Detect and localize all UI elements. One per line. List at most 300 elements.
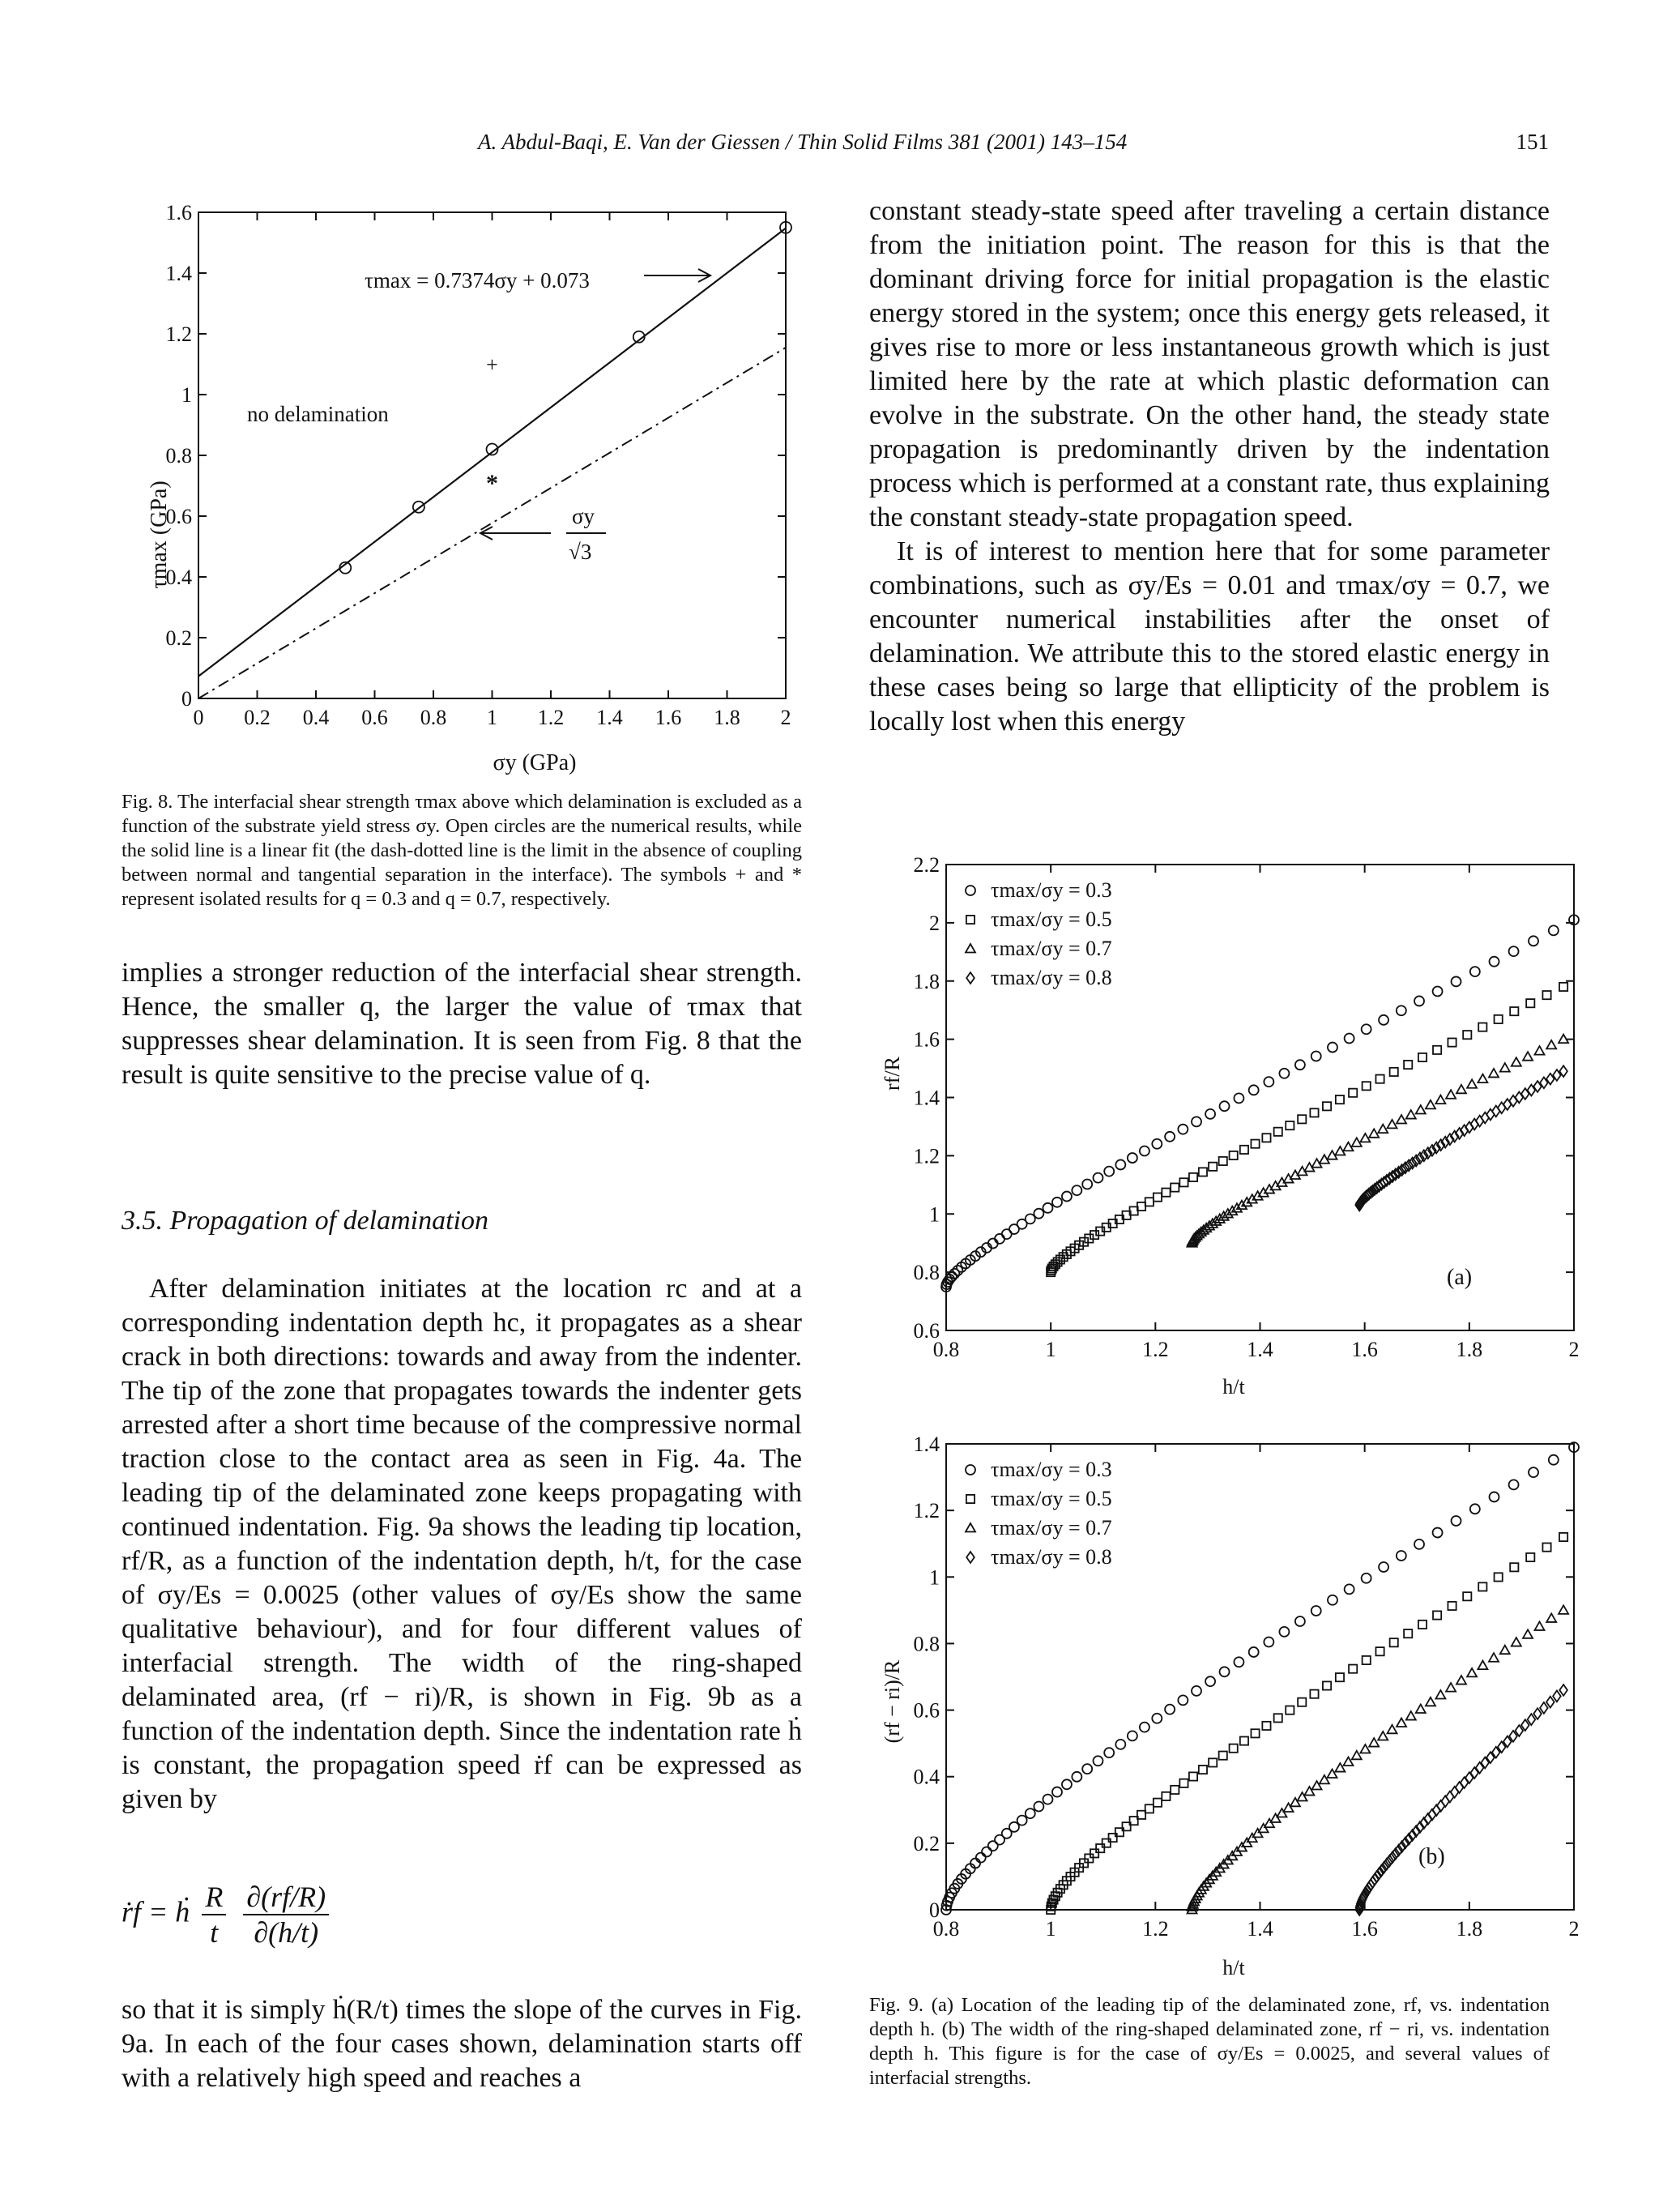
fig9a-series-1-point: [1192, 1117, 1201, 1126]
fig9b-series-3-point: [1360, 1744, 1370, 1753]
fig9b-series-2-point: [1349, 1665, 1357, 1673]
fig8-fit-label: τmax = 0.7374σy + 0.073: [365, 268, 590, 293]
fig9b-series-1-point: [1017, 1816, 1027, 1826]
fig8-x-tick-label: 1: [487, 706, 497, 729]
fig9b-ylabel: (rf − ri)/R: [881, 1659, 904, 1744]
fig9b-series-3-point: [1369, 1738, 1379, 1747]
fig9b-legend: [966, 1458, 1112, 1569]
fig9a-y-tick-label: 1.2: [913, 1144, 940, 1168]
fig9a-series-2-point: [1448, 1038, 1456, 1046]
fig9a-series-2-point: [1510, 1007, 1518, 1015]
fig9b-series-1-point: [1234, 1657, 1243, 1667]
fig9b-y-tick-label: 1: [929, 1565, 940, 1590]
fig9b-series-3-point: [1456, 1676, 1466, 1685]
fig9a-series-2-point: [1478, 1023, 1486, 1031]
fig9a-series-1-point: [1328, 1043, 1337, 1053]
fig9a-legend-marker: [966, 972, 975, 984]
fig9a-series-4-point: [1416, 1153, 1424, 1164]
fig9a-y-tick-label: 2.2: [913, 853, 940, 877]
fig9b-series-1-point: [1205, 1676, 1215, 1686]
fig9b-series-1-point: [1311, 1606, 1321, 1616]
fig8-limit-num: σy: [572, 504, 595, 528]
fig9a-plot-frame: [946, 865, 1574, 1330]
fig9b-series-2-point: [1209, 1758, 1217, 1766]
fig9a-series-2-point: [1219, 1157, 1227, 1165]
fig8-y-tick-label: 0.4: [165, 566, 192, 589]
fig9a-series-1-point: [1093, 1173, 1102, 1183]
fig9a-series-1-point: [1128, 1153, 1137, 1163]
fig9b-panel-label: (b): [1418, 1844, 1445, 1869]
fig9b-series-1-point: [1165, 1705, 1175, 1715]
fig9b-legend-marker: [966, 1552, 975, 1563]
fig9a-series-2-point: [1526, 999, 1534, 1007]
fig9a-series-1-point: [1062, 1192, 1072, 1202]
fig9b-series-2-point: [1404, 1629, 1412, 1638]
left-para-2: After delamination initiates at the location rc and at a corresponding indentation depth hc, it propagates as a shear crack in both directions: towards and away from the indenter. The tip of the zone that propagates towards the indenter gets arrested after a short time because of the compressive normal traction close to the contact area as seen in Fig. 4a. The leading tip of the delaminated zone keeps propagating with continued indentation. Fig. 9a shows the leading tip location, rf/R, as a function of the indentation depth, h/t, for the case of σy/Es = 0.0025 (other values of σy/Es show the same qualitative behaviour), and for four different values of interfacial strength. The width of the ring-shaped delaminated area, (rf − ri)/R, is shown in Fig. 9b as a function of the indentation depth. Since the indentation rate ḣ is constant, the propagation speed ṙf can be expressed as given by: [122, 1274, 802, 1814]
fig9b-series-3-point: [1388, 1725, 1397, 1734]
fig9b-series-2-point: [1510, 1563, 1518, 1571]
section-heading: 3.5. Propagation of delamination: [122, 1206, 489, 1236]
fig8-x-tick-label: 0.2: [244, 706, 271, 729]
fig9b-series-2-point: [1418, 1621, 1427, 1629]
fig9b-series-1-point: [1433, 1528, 1443, 1538]
fig9a-series-2-point: [1433, 1046, 1441, 1054]
fig9b-series-4-point: [1451, 1787, 1459, 1798]
fig9b-y-tick-label: 0.6: [913, 1698, 940, 1723]
fig9a-series-1-point: [1165, 1132, 1175, 1142]
fig9a-x-tick-label: 1.2: [1142, 1338, 1169, 1361]
fig9b-y-tick-label: 0: [929, 1898, 940, 1922]
fig9a-series-1-point: [1205, 1109, 1215, 1119]
fig9a-series-3-point: [1523, 1052, 1533, 1061]
fig9b-series-3-point: [1378, 1732, 1388, 1740]
fig9a-series-2-point: [1323, 1102, 1331, 1110]
fig9b-legend-label: τmax/σy = 0.8: [991, 1545, 1112, 1569]
left-column-bottom: [122, 1993, 802, 2095]
fig9b-series-1-point: [1362, 1574, 1371, 1583]
fig9a-series-2-point: [1262, 1134, 1270, 1142]
fig9b-series-2-point: [1274, 1714, 1282, 1722]
fig9b-series-2-point: [1559, 1533, 1567, 1541]
fig8-x-tick-label: 1.6: [655, 706, 682, 729]
fig9a-y-tick-label: 2: [929, 911, 940, 935]
fig9a-series-1-point: [995, 1234, 1004, 1244]
fig9a-series-2-point: [1251, 1140, 1259, 1148]
eq-r: R: [202, 1880, 226, 1915]
fig9b-series-1-point: [1115, 1740, 1125, 1749]
fig9b-y-tick-label: 1.4: [913, 1433, 940, 1456]
fig9b-series-3-point: [1435, 1690, 1445, 1699]
fig9a-series-1-point: [1178, 1125, 1188, 1134]
fig9b-series-2-point: [1286, 1706, 1294, 1715]
fig9b-series-3-point: [1478, 1661, 1487, 1670]
right-para-1: constant steady-state speed after traveling a certain distance from the initiation point. The reason for this is that the dominant driving force for initial propagation is the elastic energy stored in the system; once this energy gets released, it gives rise to more or less instantaneous growth which is just limited here by the rate at which plastic deformation can evolve in the substrate. On the other hand, the steady state propagation is predominantly driven by the indentation process which is performed at a constant rate, thus explaining the constant steady-state propagation speed.: [869, 196, 1550, 532]
fig9-caption: Fig. 9. (a) Location of the leading tip of the delaminated zone, rf, vs. indentation depth h. (b) The width of the ring-shaped delaminated zone, rf − ri, vs. indentation depth h. This figure is for the case of σy/Es = 0.0025, and several values of interfacial strengths.: [869, 1994, 1550, 2089]
fig9a-series-1-point: [1234, 1093, 1243, 1103]
fig9b-series-1-point: [1140, 1723, 1149, 1732]
fig8-limit-den: √3: [569, 540, 592, 564]
fig9b-series-1-point: [1397, 1551, 1406, 1561]
fig9a-legend: [966, 878, 1112, 989]
fig9b-series-1-point: [1470, 1504, 1480, 1514]
fig8-fit-arrow: [644, 269, 710, 282]
fig9b-series-4-point: [1441, 1796, 1449, 1807]
fig9b-series-1-point: [1264, 1637, 1273, 1646]
fig9a-legend-marker: [966, 886, 975, 895]
fig9a-series-3-point: [1456, 1085, 1466, 1094]
fig9a-series-2-point: [1230, 1151, 1238, 1159]
fig9b-series-2-point: [1262, 1722, 1270, 1730]
fig9a-legend-label: τmax/σy = 0.5: [991, 907, 1112, 931]
fig9a-legend-marker: [966, 944, 975, 953]
fig9a-series-1-point: [1115, 1159, 1125, 1169]
fig9b-series-3-point: [1500, 1646, 1510, 1655]
fig9b-x-tick-label: 2: [1568, 1917, 1580, 1941]
fig9b-series-4-point: [1446, 1791, 1454, 1803]
fig9b-series-2-point: [1162, 1792, 1170, 1800]
fig9a-ylabel: rf/R: [881, 1057, 904, 1091]
fig9b-series-2-point: [1096, 1844, 1104, 1852]
fig8-y-tick-label: 1.6: [165, 201, 192, 224]
page-number: 151: [1516, 130, 1549, 154]
fig9b-series-3-point: [1397, 1718, 1406, 1727]
fig9a-series-3-point: [1478, 1074, 1487, 1083]
fig9a-series-1-point: [1345, 1033, 1354, 1043]
fig9a-series-1-point: [1414, 996, 1424, 1006]
fig9a-series-1-point: [1490, 957, 1499, 967]
fig8-data-point: [413, 502, 424, 513]
fig9b-series-1-point: [1452, 1516, 1461, 1526]
fig8-star-marker: *: [486, 470, 498, 497]
fig9a-legend-marker: [966, 916, 975, 924]
fig9a-series-1-point: [1362, 1024, 1371, 1034]
fig9a-series-3-point: [1426, 1100, 1435, 1109]
fig9a-series-2-point: [1162, 1189, 1170, 1197]
fig9a-series-2-point: [1179, 1178, 1188, 1186]
fig9a-x-tick-label: 1: [1045, 1338, 1056, 1361]
fig9a-series-1-point: [1140, 1146, 1149, 1155]
fig9b-series-4-point: [1546, 1697, 1555, 1708]
fig8-plus-marker: +: [486, 352, 498, 377]
fig9a-series-2-point: [1209, 1163, 1217, 1171]
fig9b-series-1-point: [1379, 1562, 1388, 1572]
fig9a-legend-label: τmax/σy = 0.8: [991, 966, 1112, 989]
fig9a-series-2-point: [1154, 1193, 1162, 1201]
fig9b-series-3-point: [1512, 1638, 1521, 1646]
fig9b-y-tick-label: 0.8: [913, 1632, 940, 1656]
right-para-2: It is of interest to mention here that for some parameter combinations, such as σy/Es = 0.01 and τmax/σy = 0.7, we encounter numerical instabilities after the onset of delamination. We attribute this to the stored elastic energy in these cases being so large that ellipticity of the problem is locally lost when this energy: [869, 536, 1550, 737]
fig9b-series-3-point: [1546, 1613, 1556, 1622]
fig9b-series-2-point: [1230, 1744, 1238, 1753]
fig9b-legend-label: τmax/σy = 0.5: [991, 1487, 1112, 1510]
fig9b-series-4-point: [1461, 1777, 1469, 1788]
fig9b-x-tick-label: 1.8: [1456, 1917, 1483, 1941]
fig9a-series-3-point: [1512, 1057, 1521, 1066]
fig9a-series-1-point: [1220, 1101, 1230, 1111]
fig8-x-tick-label: 1.2: [537, 706, 565, 729]
fig9b-x-tick-label: 1.2: [1142, 1917, 1169, 1941]
fig9a-x-tick-label: 2: [1568, 1338, 1580, 1361]
fig9a-x-tick-label: 1.4: [1247, 1338, 1273, 1361]
fig9b-series-1-point: [1414, 1539, 1424, 1549]
fig9b-legend-marker: [966, 1495, 975, 1503]
fig9b-series-2-point: [1179, 1779, 1188, 1787]
fig9b-series-1-point: [976, 1853, 986, 1863]
fig8-x-tick-label: 0.8: [420, 706, 447, 729]
fig9a-series-1-point: [1279, 1069, 1289, 1078]
fig8-fit-line: [198, 228, 786, 677]
left-column-top: [122, 956, 802, 1092]
fig8-x-tick-label: 0.4: [302, 706, 330, 729]
eq-partial-fraction: [243, 1880, 329, 1949]
fig9b-series-1-point: [1249, 1647, 1259, 1657]
fig9a-series-2-point: [1274, 1128, 1282, 1136]
fig9b-y-tick-label: 0.4: [913, 1765, 940, 1789]
fig9a-series-2-point: [1349, 1089, 1357, 1097]
fig9a-series-1-point: [1249, 1085, 1259, 1095]
fig9b-series-1-point: [982, 1847, 992, 1857]
fig9b-series-2-point: [1240, 1736, 1248, 1744]
fig9a-series-1-point: [1509, 946, 1519, 956]
fig9b-series-1-point: [1279, 1627, 1289, 1637]
fig9a-series-2-point: [1463, 1031, 1471, 1039]
eq-t: t: [210, 1916, 219, 1949]
fig9b-series-1-point: [1043, 1795, 1052, 1804]
fig9a-series-2-point: [1559, 983, 1567, 991]
fig9b-x-tick-label: 1.6: [1351, 1917, 1378, 1941]
fig9b-series-3-point: [1406, 1711, 1416, 1720]
fig9a-series-1-point: [1397, 1006, 1406, 1015]
fig9b-series-1-point: [1345, 1584, 1354, 1594]
fig9a-legend-label: τmax/σy = 0.3: [991, 878, 1112, 902]
fig9b-y-tick-label: 1.2: [913, 1499, 940, 1523]
eq-r-over-t: [202, 1880, 226, 1949]
fig9a-series-2-point: [1298, 1115, 1306, 1123]
fig9b-series-2-point: [1323, 1681, 1331, 1689]
fig9b-plot-frame: [946, 1444, 1574, 1910]
fig9b-series-3-point: [1416, 1705, 1426, 1714]
fig9b-legend-marker: [966, 1465, 975, 1475]
fig9a-series-3-point: [1467, 1079, 1477, 1088]
fig9a-series-2-point: [1363, 1082, 1371, 1090]
fig9a-series-1-point: [1152, 1139, 1162, 1149]
fig9a-series-2-point: [1542, 991, 1550, 999]
fig9a-series-1-point: [1433, 987, 1443, 997]
fig9b-legend-marker: [966, 1523, 975, 1532]
fig9b-series-2-point: [1298, 1698, 1306, 1706]
fig9b-series-1-point: [1104, 1748, 1114, 1757]
fig9b-legend-label: τmax/σy = 0.3: [991, 1458, 1112, 1481]
fig9b-series-1-point: [1152, 1714, 1162, 1723]
fig9b-series-1-point: [1072, 1772, 1081, 1782]
fig8-ylabel: τmax (GPa): [147, 480, 172, 589]
fig9b-series-2-point: [1189, 1772, 1197, 1780]
fig9b-series-1-point: [1128, 1731, 1137, 1740]
fig9b-series-2-point: [1251, 1729, 1259, 1737]
fig9a-series-3-point: [1435, 1095, 1445, 1104]
left-para-1: implies a stronger reduction of the interfacial shear strength. Hence, the smaller q, the larger the value of τmax that suppresses shear delamination. It is seen from Fig. 8 that the result is quite sensitive to the precise value of q.: [122, 958, 802, 1090]
fig8-marks: [198, 222, 791, 698]
fig9a-series-1-point: [1082, 1179, 1092, 1189]
fig9a-series-2-point: [1199, 1168, 1207, 1176]
fig9b-series-2-point: [1171, 1786, 1179, 1794]
fig9b-series-1-point: [1178, 1695, 1188, 1705]
fig9b-series-1-point: [1328, 1595, 1337, 1605]
fig9a-y-tick-label: 0.8: [913, 1261, 940, 1285]
fig9b-series-3-point: [1446, 1683, 1456, 1692]
fig9a-series-1-point: [1052, 1198, 1062, 1207]
fig9a-y-tick-label: 1.8: [913, 969, 940, 993]
fig9a-series-2-point: [1375, 1075, 1384, 1083]
fig9b-y-tick-label: 0.2: [913, 1831, 940, 1855]
fig9a-series-3-point: [1500, 1063, 1510, 1072]
fig9b-series-3-point: [1265, 1819, 1274, 1828]
fig9b-series-2-point: [1145, 1804, 1154, 1813]
fig9a-x-tick-label: 0.8: [932, 1338, 960, 1361]
fig9b-series-1-point: [1034, 1802, 1043, 1812]
fig8-y-tick-label: 0.8: [165, 444, 192, 468]
fig8-xlabel: σy (GPa): [493, 750, 577, 775]
fig9a-series-1-point: [1043, 1203, 1052, 1213]
fig9b-xlabel: h/t: [1222, 1956, 1245, 1979]
fig8-y-tick-label: 0: [181, 687, 192, 711]
fig9a-series-3-point: [1406, 1110, 1416, 1119]
fig9b-series-2-point: [1433, 1611, 1441, 1619]
fig9b-series-3-point: [1535, 1621, 1545, 1630]
fig9b-series-4-point: [1559, 1685, 1567, 1696]
fig8-caption: Fig. 8. The interfacial shear strength τmax above which delamination is excluded as a function of the substrate yield stress σy. Open circles are the numerical results, while the solid line is a linear fit (the dash-dotted line is the limit in the absence of coupling between normal and tangential separation in the interface). The symbols + and * represent isolated results for q = 0.3 and q = 0.7, respectively.: [122, 791, 802, 910]
fig9a-series-2-point: [1336, 1095, 1344, 1104]
fig8-y-tick-label: 1: [181, 383, 192, 407]
fig9a-series-1-point: [1104, 1167, 1114, 1176]
fig9b-marks: [941, 1442, 1579, 1915]
fig9b-series-3-point: [1523, 1629, 1533, 1638]
propagation-speed-equation: [122, 1880, 334, 1949]
fig9b-x-tick-label: 1: [1045, 1917, 1056, 1941]
fig9b-series-1-point: [1529, 1467, 1538, 1477]
fig9a-y-tick-label: 1.6: [913, 1027, 940, 1052]
right-column-top: [869, 194, 1550, 739]
fig9b-series-2-point: [1375, 1647, 1384, 1655]
fig8-x-tick-label: 1.4: [596, 706, 623, 729]
fig9a-x-tick-label: 1.6: [1351, 1338, 1378, 1361]
fig9a-series-2-point: [1390, 1068, 1398, 1076]
fig9b-series-1-point: [1062, 1779, 1072, 1789]
fig9a-series-2-point: [1189, 1173, 1197, 1181]
fig9b-series-2-point: [1478, 1582, 1486, 1591]
fig9b-series-2-point: [1542, 1543, 1550, 1551]
fig9a-series-2-point: [1310, 1108, 1318, 1117]
fig9b-series-2-point: [1336, 1673, 1344, 1681]
eq-lhs: ṙf = ḣ: [122, 1895, 190, 1928]
header-citation: A. Abdul-Baqi, E. Van der Giessen / Thin Solid Films 381 (2001) 143–154: [478, 130, 1128, 154]
fig9a-series-2-point: [1240, 1146, 1248, 1154]
running-header: [0, 130, 1659, 162]
fig9a-series-3-point: [1446, 1090, 1456, 1099]
fig9b-series-3-point: [1559, 1605, 1568, 1614]
left-para-3: so that it is simply ḣ(R/t) times the slope of the curves in Fig. 9a. In each of the four cases shown, delamination starts off with a relatively high speed and reaches a: [122, 1995, 802, 2093]
fig8-x-tick-label: 0.6: [361, 706, 388, 729]
fig8-y-tick-label: 1.2: [165, 322, 192, 346]
fig9a-series-1-point: [1379, 1015, 1388, 1025]
fig9a-series-1-point: [1034, 1209, 1043, 1219]
fig9a-series-2-point: [1495, 1015, 1503, 1023]
fig9b-series-1-point: [1295, 1616, 1305, 1626]
fig9b-series-1-point: [1490, 1492, 1499, 1501]
fig9a-series-3-point: [1416, 1105, 1426, 1114]
fig8-x-tick-label: 2: [780, 706, 791, 729]
fig9a-series-1-point: [1549, 925, 1559, 935]
eq-numerator: ∂(rf/R): [243, 1880, 329, 1915]
fig9b-series-1-point: [1026, 1808, 1035, 1818]
fig9a-panel-label: (a): [1447, 1265, 1473, 1290]
fig8-x-tick-label: 0: [193, 706, 204, 729]
fig9a-series-3-point: [1489, 1069, 1499, 1078]
fig9b-series-2-point: [1448, 1602, 1456, 1610]
fig9a-x-tick-label: 1.8: [1456, 1338, 1483, 1361]
fig9b-series-1-point: [1082, 1764, 1092, 1774]
fig9b-series-4-point: [1553, 1690, 1561, 1702]
fig9b-series-2-point: [1495, 1573, 1503, 1581]
fig9b-series-2-point: [1219, 1752, 1227, 1760]
fig9a-series-2-point: [1145, 1198, 1154, 1206]
fig9a-series-1-point: [1452, 976, 1461, 986]
fig9b-series-2-point: [1154, 1799, 1162, 1807]
figure-9a: [869, 847, 1580, 1406]
fig9a-y-tick-label: 1.4: [913, 1086, 940, 1110]
fig9b-series-1-point: [1220, 1667, 1230, 1676]
fig8-y-tick-label: 1.4: [165, 262, 192, 285]
fig9b-series-1-point: [1052, 1787, 1062, 1797]
fig9b-series-2-point: [1310, 1690, 1318, 1698]
figure-9b: [869, 1426, 1580, 1985]
fig9a-series-3-point: [1535, 1046, 1545, 1055]
fig9b-series-2-point: [1199, 1766, 1207, 1774]
fig9b-series-3-point: [1426, 1697, 1435, 1706]
fig9b-x-tick-label: 1.4: [1247, 1917, 1273, 1941]
fig9a-series-2-point: [1418, 1053, 1427, 1061]
left-column-mid: [122, 1272, 802, 1817]
fig9a-series-3-point: [1546, 1040, 1556, 1049]
fig9a-legend-label: τmax/σy = 0.7: [991, 937, 1112, 960]
fig8-x-tick-label: 1.8: [714, 706, 740, 729]
fig9a-y-tick-label: 0.6: [913, 1319, 940, 1343]
fig9a-series-1-point: [1072, 1185, 1081, 1195]
fig9b-series-1-point: [1093, 1756, 1102, 1766]
fig9a-series-1-point: [1295, 1060, 1305, 1070]
fig9b-series-2-point: [1390, 1638, 1398, 1646]
fig9a-series-1-point: [1311, 1051, 1321, 1061]
fig9b-series-3-point: [1489, 1653, 1499, 1662]
figure-8: [122, 194, 818, 786]
fig9b-series-2-point: [1526, 1553, 1534, 1561]
fig9a-series-3-point: [1397, 1115, 1406, 1124]
fig9b-series-3-point: [1467, 1668, 1477, 1677]
fig9b-series-2-point: [1463, 1592, 1471, 1600]
fig8-limit-line: [198, 348, 786, 698]
fig9b-series-4-point: [1540, 1702, 1548, 1714]
fig9b-series-1-point: [1549, 1455, 1559, 1465]
fig9a-series-1-point: [1264, 1077, 1273, 1087]
fig9a-y-tick-label: 1: [929, 1202, 940, 1227]
fig9b-series-2-point: [1090, 1849, 1098, 1857]
fig9b-legend-label: τmax/σy = 0.7: [991, 1516, 1112, 1539]
fig8-limit-arrow: [480, 527, 551, 540]
fig9b-series-1-point: [1509, 1480, 1519, 1489]
fig9a-xlabel: h/t: [1222, 1375, 1245, 1399]
fig9a-series-1-point: [1470, 967, 1480, 976]
fig9a-series-2-point: [1404, 1061, 1412, 1069]
